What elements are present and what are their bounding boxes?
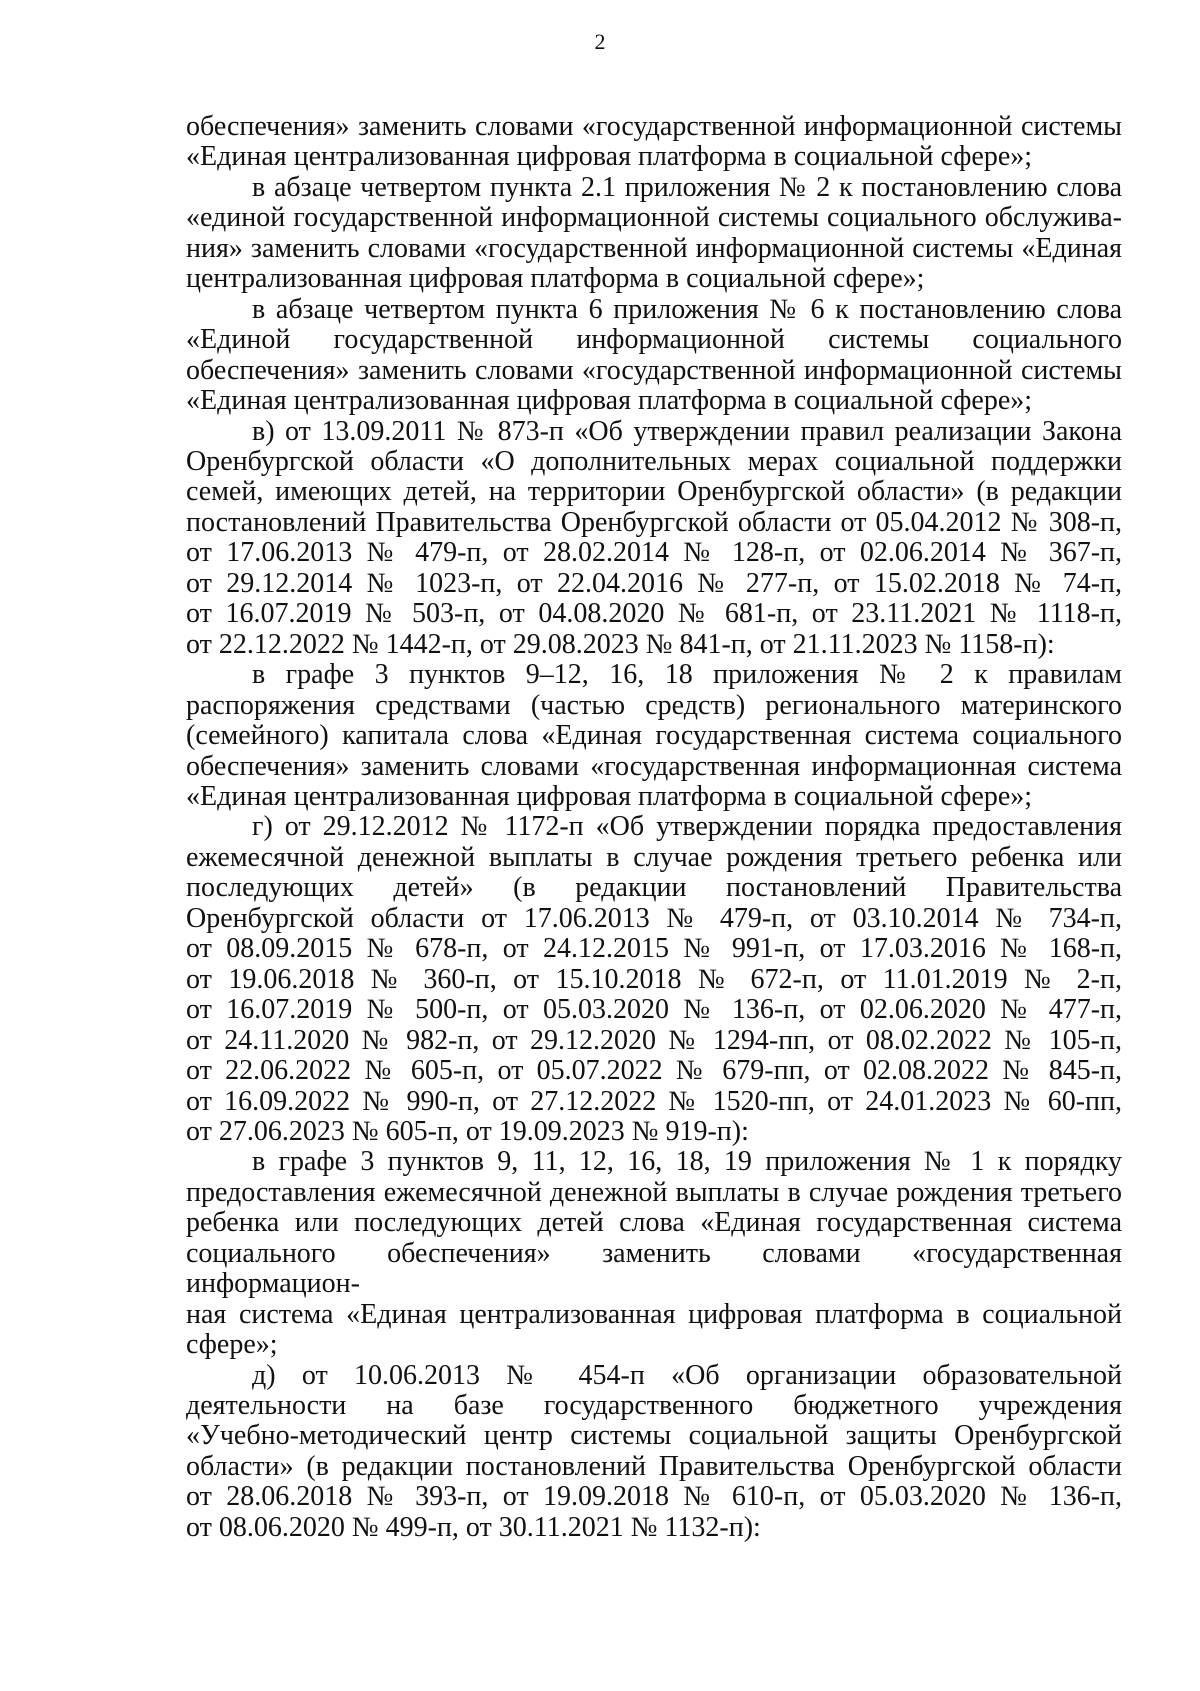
text-line: последующих детей» (в редакции постановлений Правительства	[186, 872, 1122, 904]
text-line: «Единая централизованная цифровая платформа в социальной сфере»;	[186, 780, 1033, 812]
text-line: от 19.06.2018 № 360-п, от 15.10.2018 № 672-п, от 11.01.2019 № 2-п,	[186, 963, 1122, 995]
paragraph-p5	[186, 660, 1122, 812]
text-line: «Единая централизованная цифровая платформа в социальной сфере»;	[186, 385, 1033, 417]
text-line: обеспечения» заменить словами «государственной информационной системы	[186, 111, 1122, 142]
paragraph-p7	[186, 1147, 1122, 1360]
text-line: семей, имеющих детей, на территории Оренбургской области» (в редакции	[186, 476, 1122, 508]
text-line: ная система «Единая централизованная цифровая платформа в социальной	[186, 1298, 1122, 1330]
text-line: в графе 3 пунктов 9, 11, 12, 16, 18, 19 приложения № 1 к порядку	[252, 1146, 1122, 1178]
text-line: от 22.06.2022 № 605-п, от 05.07.2022 № 679-пп, от 02.08.2022 № 845-п,	[186, 1055, 1122, 1087]
text-line: ния» заменить словами «государственной информационной системы «Единая	[186, 232, 1122, 264]
text-line: предоставления ежемесячной денежной выплаты в случае рождения третьего	[186, 1176, 1122, 1208]
page-number: 2	[594, 29, 606, 54]
text-line: распоряжения средствами (частью средств) регионального материнского	[186, 689, 1122, 721]
text-line: области» (в редакции постановлений Правительства Оренбургской области	[186, 1450, 1122, 1482]
text-line: ежемесячной денежной выплаты в случае рождения третьего ребенка или	[186, 841, 1122, 873]
text-line: от 27.06.2023 № 605-п, от 19.09.2023 № 919-п):	[186, 1115, 749, 1147]
text-line: от 17.06.2013 № 479-п, от 28.02.2014 № 128-п, от 02.06.2014 № 367-п,	[186, 537, 1122, 569]
text-line: от 08.09.2015 № 678-п, от 24.12.2015 № 991-п, от 17.03.2016 № 168-п,	[186, 933, 1122, 965]
text-line: Оренбургской области «О дополнительных мерах социальной поддержки	[186, 445, 1122, 477]
text-line: «Единая централизованная цифровая платформа в социальной сфере»;	[186, 141, 1033, 173]
text-line: д) от 10.06.2013 № 454-п «Об организации образовательной	[252, 1359, 1122, 1391]
text-line: ребенка или последующих детей слова «Единая государственная система	[186, 1207, 1122, 1239]
text-line: от 28.06.2018 № 393-п, от 19.09.2018 № 610-п, от 05.03.2020 № 136-п,	[186, 1481, 1122, 1513]
text-line: Оренбургской области от 17.06.2013 № 479-п, от 03.10.2014 № 734-п,	[186, 902, 1122, 934]
text-line: г) от 29.12.2012 № 1172-п «Об утверждении порядка предоставления	[252, 811, 1122, 843]
paragraph-p8	[186, 1361, 1122, 1544]
text-line: от 16.07.2019 № 500-п, от 05.03.2020 № 136-п, от 02.06.2020 № 477-п,	[186, 994, 1122, 1026]
text-line: в абзаце четвертом пункта 2.1 приложения № 2 к постановлению слова	[252, 171, 1122, 203]
text-line: «единой государственной информационной системы социального обслужива-	[186, 202, 1122, 234]
text-line: от 24.11.2020 № 982-п, от 29.12.2020 № 1294-пп, от 08.02.2022 № 105-п,	[186, 1024, 1122, 1056]
document-body	[186, 112, 1122, 1543]
text-line: обеспечения» заменить словами «государственная информационная система	[186, 750, 1122, 782]
text-line: централизованная цифровая платформа в социальной сфере»;	[186, 263, 925, 295]
text-line: (семейного) капитала слова «Единая государственная система социального	[186, 720, 1122, 752]
paragraph-p4	[186, 417, 1122, 661]
text-line: от 08.06.2020 № 499-п, от 30.11.2021 № 1132-п):	[186, 1511, 761, 1543]
text-line: от 16.07.2019 № 503-п, от 04.08.2020 № 681-п, от 23.11.2021 № 1118-п,	[186, 598, 1122, 630]
text-line: «Единой государственной информационной системы социального	[186, 324, 1122, 356]
text-line: от 29.12.2014 № 1023-п, от 22.04.2016 № 277-п, от 15.02.2018 № 74-п,	[186, 567, 1122, 599]
text-line: «Учебно-методический центр системы социальной защиты Оренбургской	[186, 1420, 1122, 1452]
text-line: обеспечения» заменить словами «государственной информационной системы	[186, 354, 1122, 386]
text-line: деятельности на базе государственного бюджетного учреждения	[186, 1390, 1122, 1422]
text-line: социального обеспечения» заменить словами «государственная информацион-	[186, 1237, 1122, 1300]
text-line: постановлений Правительства Оренбургской области от 05.04.2012 № 308-п,	[186, 506, 1122, 538]
text-line: от 16.09.2022 № 990-п, от 27.12.2022 № 1520-пп, от 24.01.2023 № 60-пп,	[186, 1085, 1122, 1117]
paragraph-p3	[186, 295, 1122, 417]
text-line: в абзаце четвертом пункта 6 приложения № 6 к постановлению слова	[252, 293, 1122, 325]
text-line: от 22.12.2022 № 1442-п, от 29.08.2023 № 841-п, от 21.11.2023 № 1158-п):	[186, 628, 1055, 660]
paragraph-p1	[186, 112, 1122, 173]
paragraph-p2	[186, 173, 1122, 295]
text-line: сфере»;	[186, 1329, 278, 1361]
paragraph-p6	[186, 812, 1122, 1147]
text-line: в) от 13.09.2011 № 873-п «Об утверждении правил реализации Закона	[252, 415, 1122, 447]
text-line: в графе 3 пунктов 9–12, 16, 18 приложения № 2 к правилам	[252, 659, 1122, 691]
